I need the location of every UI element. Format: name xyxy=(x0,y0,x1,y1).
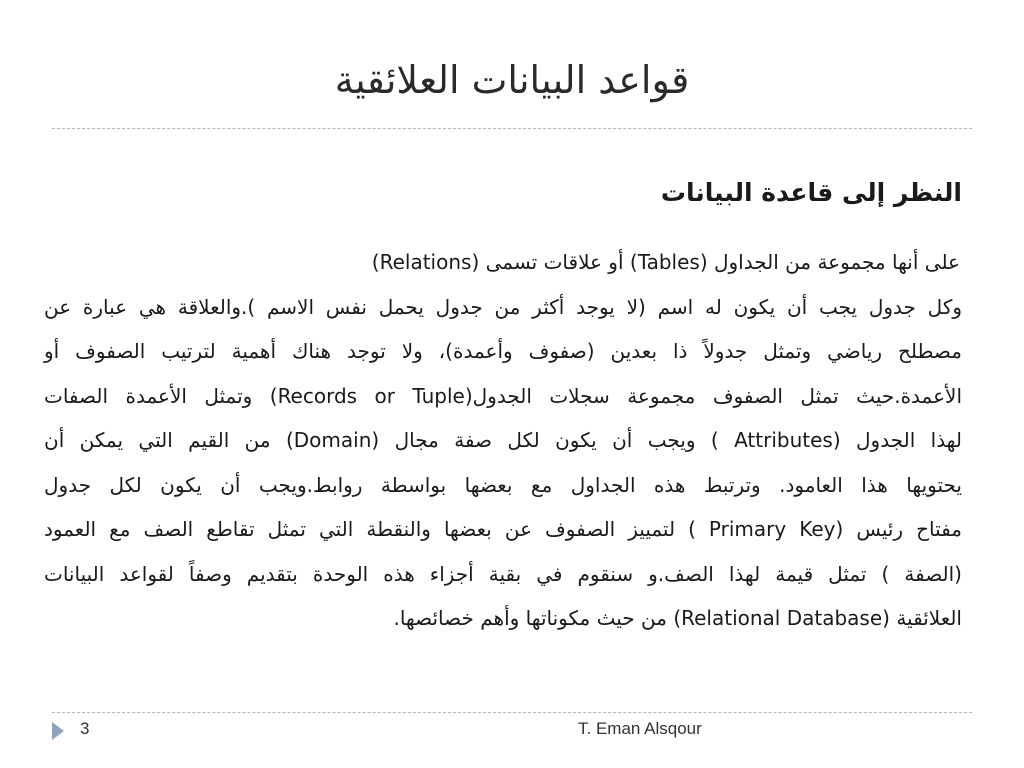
body-line: يحتويها هذا العامود. وترتبط هذه الجداول مع بعضها بواسطة روابط.ويجب أن يكون لكل جدول xyxy=(44,472,962,497)
slide-title: قواعد البيانات العلائقية xyxy=(334,58,690,102)
body-line: لهذا الجدول (Attributes ) ويجب أن يكون لكل صفة مجال (Domain) من القيم التي يمكن أن xyxy=(44,428,962,452)
title-divider xyxy=(52,128,972,129)
body-line: (الصفة ) تمثل قيمة لهذا الصف.و سنقوم في بقية أجزاء هذه الوحدة بتقديم وصفاً لقواعد البيانات xyxy=(44,561,962,586)
triangle-right-icon xyxy=(52,722,64,740)
body-line: مفتاح رئيس (Primary Key ) لتمييز الصفوف عن بعضها والنقطة التي تمثل تقاطع الصف مع العمود xyxy=(44,517,962,541)
footer-divider xyxy=(52,712,972,713)
body-paragraph xyxy=(44,240,962,641)
body-line: الأعمدة.حيث تمثل الصفوف مجموعة سجلات الجدول(Records or Tuple) وتمثل الأعمدة الصفات xyxy=(44,383,963,408)
body-line: مصطلح رياضي وتمثل جدولاً ذا بعدين (صفوف وأعمدة)، ولا توجد هناك أهمية لترتيب الصفوف أو xyxy=(44,339,962,363)
footer-author: T. Eman Alsqour xyxy=(578,719,702,738)
body-line: وكل جدول يجب أن يكون له اسم (لا يوجد أكثر من جدول يحمل نفس الاسم ).والعلاقة هي عبارة عن xyxy=(44,294,962,319)
body-line: على أنها مجموعة من الجداول (Tables) أو علاقات تسمى (Relations) xyxy=(371,250,960,274)
section-heading: النظر إلى قاعدة البيانات xyxy=(660,178,962,207)
body-line: العلائقية (Relational Database) من حيث مكوناتها وأهم خصائصها. xyxy=(393,606,962,630)
page-number: 3 xyxy=(80,719,90,738)
